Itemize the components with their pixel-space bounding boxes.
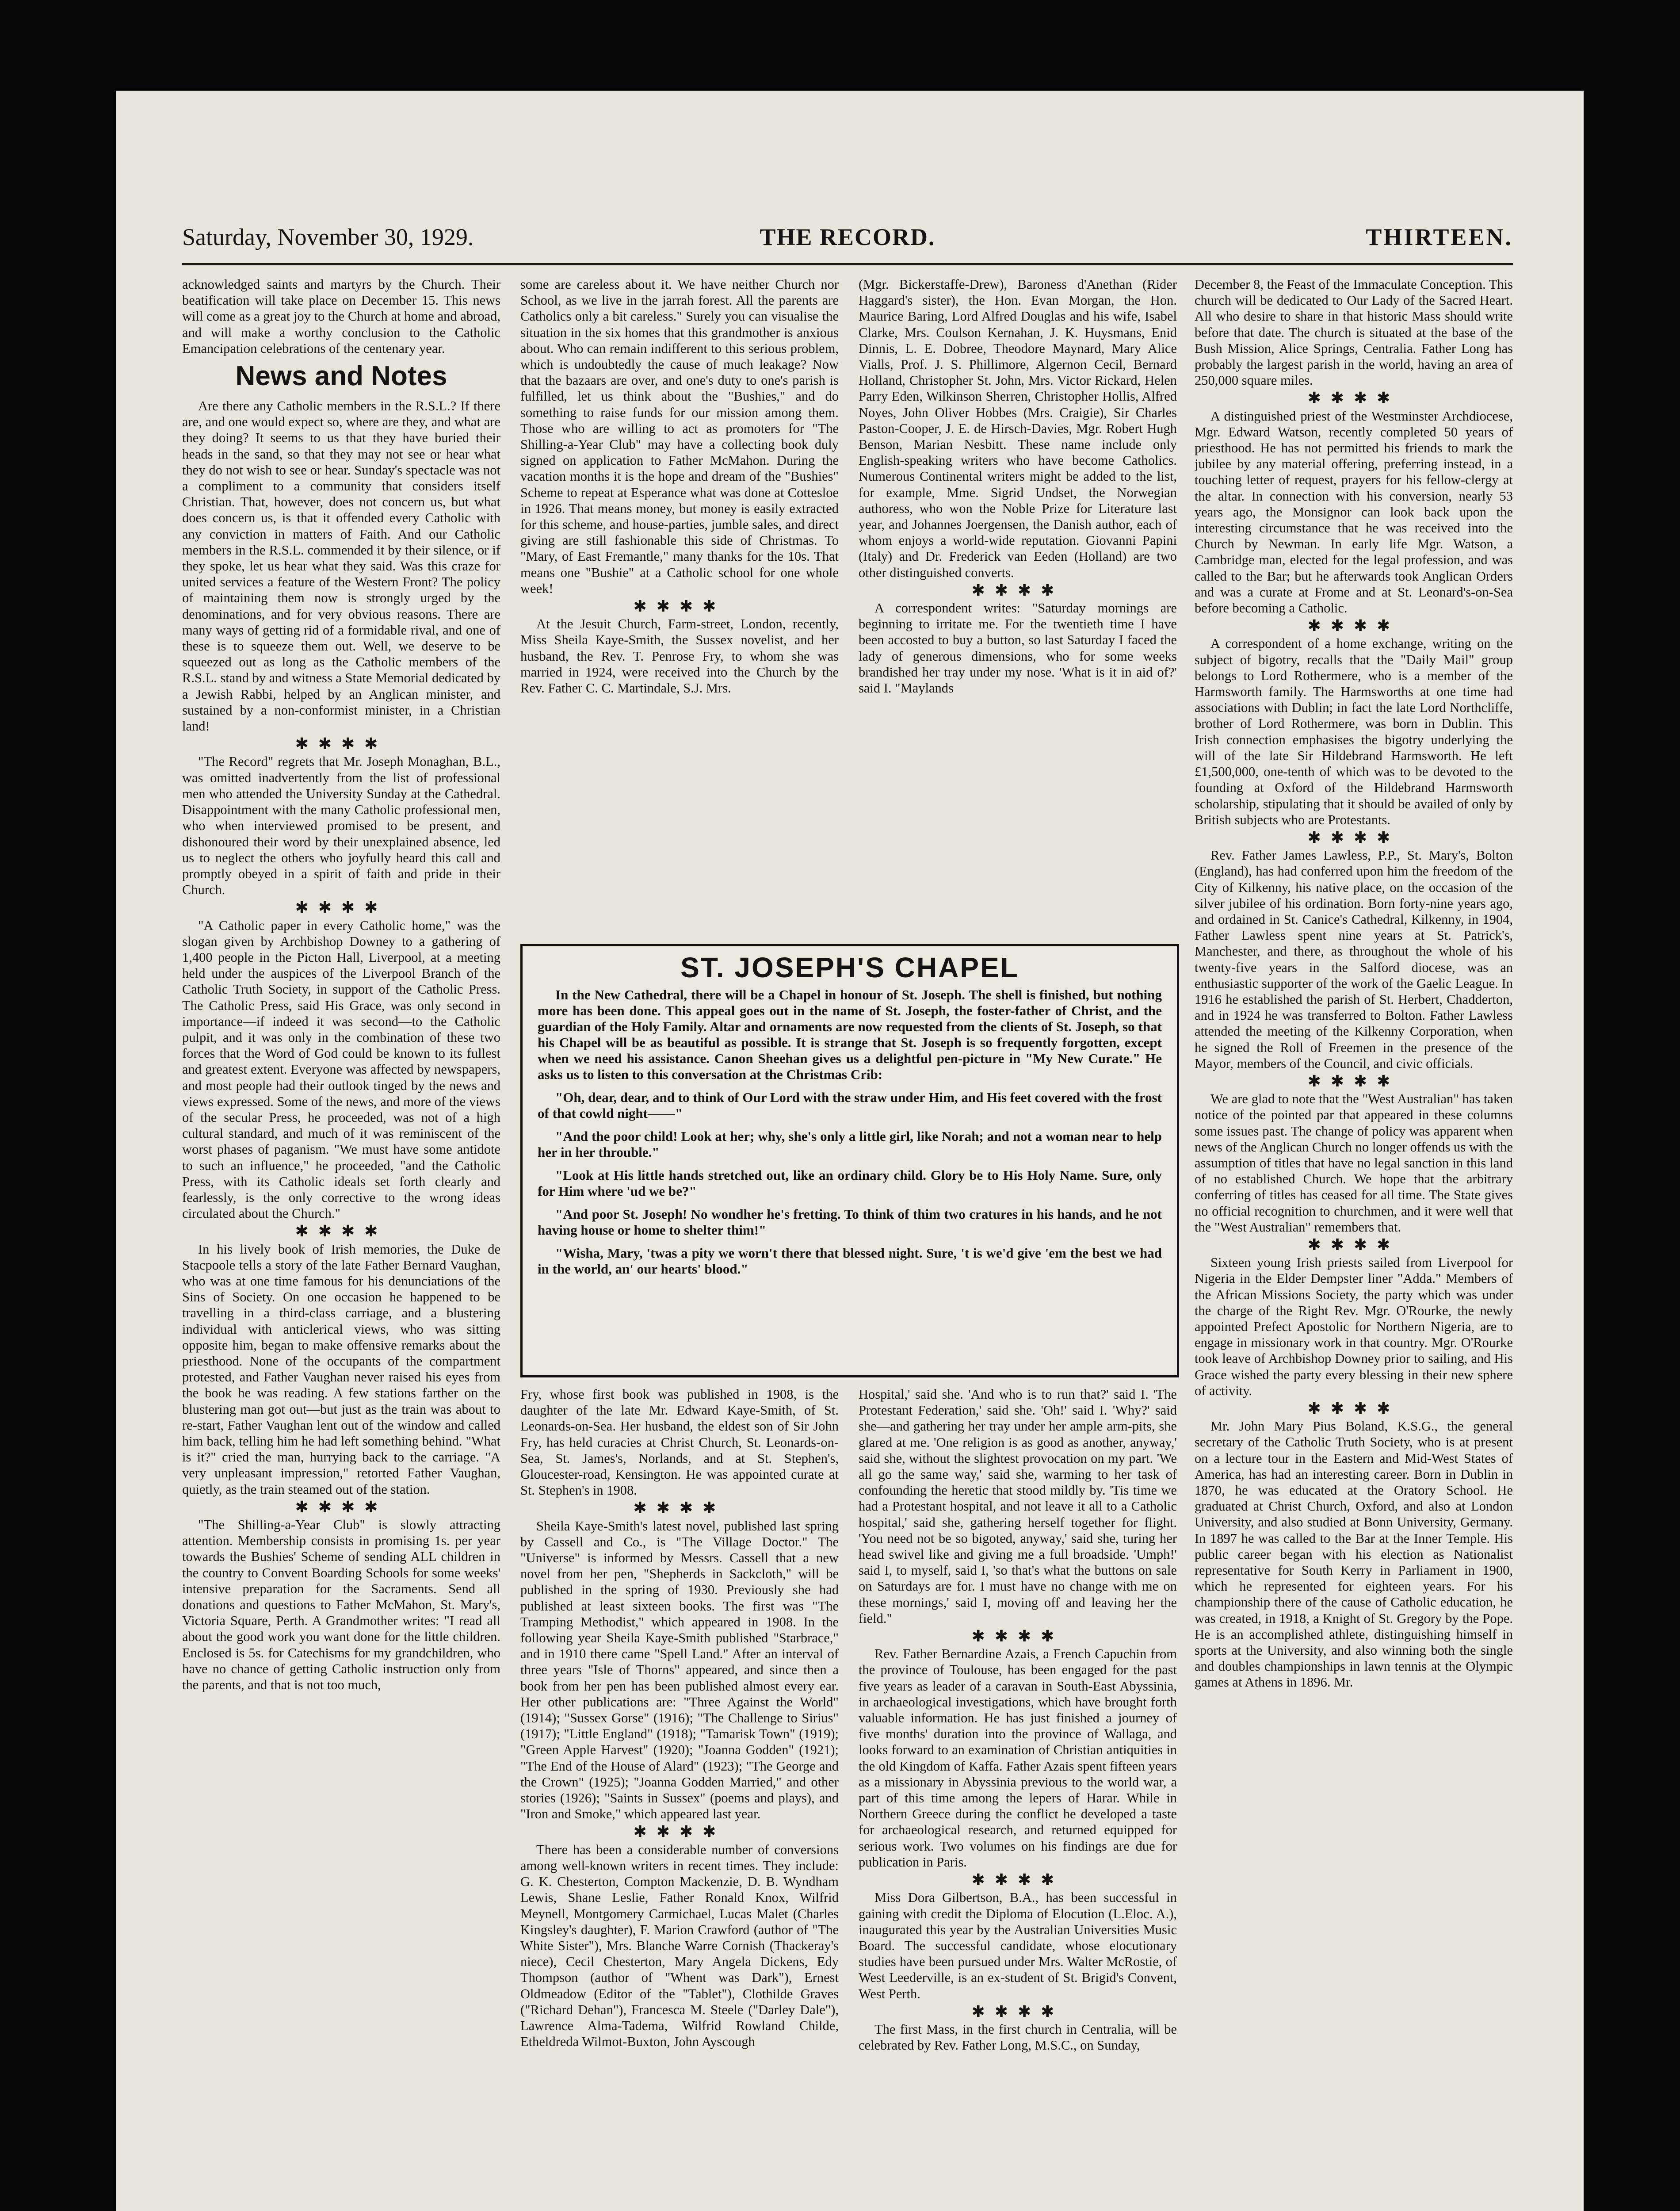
article-paragraph: The first Mass, in the first church in Centralia, will be celebrated by Rev. Father Long, M.S.C., on Sunday, [859,2021,1177,2053]
separator: ✱✱✱✱ [633,1823,726,1841]
article-paragraph: We are glad to note that the "West Australian" has taken notice of the pointed par that appeared in these columns some issues past. The change of policy was apparent when news of the Anglican Church no longer offends us with the assumption of titles that have no legal sanction in this land of no established Church. We hope that the arbitrary conferring of titles has ceased for all time. The State gives no official recognition to churchmen, and it were well that the "West Australian" remembers that. [1195,1091,1513,1235]
separator: ✱✱✱✱ [633,597,726,616]
box-quote: "Look at His little hands stretched out, like an ordinary child. Glory be to His Holy Name. Sure, only for Him where 'ud we be?" [538,1167,1162,1199]
separator: ✱✱✱✱ [971,2002,1064,2020]
article-paragraph: "The Shilling-a-Year Club" is slowly attracting attention. Membership consists in promising 1s. per year towards the Bushies' Scheme of sending ALL children in the country to Convent Boarding Schools for some weeks' intensive preparation for the Sacraments. Send all donations and questions to Father McMahon, St. Mary's, Victoria Square, Perth. A Grandmother writes: "I read all about the good work you want done for the little children. Enclosed is 5s. for Catechisms for my grandchildren, who have no chance of getting Catholic instruction only from the parents, and that is not too much, [182,1517,500,1693]
paper-name: THE RECORD. [760,224,935,250]
article-paragraph: In his lively book of Irish memories, the Duke de Stacpoole tells a story of the late Father Bernard Vaughan, who was at one time famous for his denunciations of the Sins of Society. On one occasion he happened to be travelling in a third-class carriage, and a blustering individual with anticlerical views, who was sitting opposite him, began to make offensive remarks about the priesthood. None of the occupants of the compartment protested, and Father Vaughan never raised his eyes from the book he was reading. A few stations farther on the blustering man got out—but just as the train was about to re-start, Father Vaughan lent out of the window and called him back, telling him he had left something behind. "What is it?" cried the man, hurrying back to the carriage. "A very unpleasant impression," retorted Father Vaughan, quietly, as the train steamed out of the station. [182,1241,500,1497]
box-quote: "And the poor child! Look at her; why, she's only a little girl, like Norah; and not a woman near to help her in her throuble." [538,1128,1162,1160]
separator: ✱✱✱✱ [1307,389,1400,407]
page-number: THIRTEEN. [1366,224,1513,250]
separator: ✱✱✱✱ [1307,1072,1400,1090]
box-quote: "Wisha, Mary, 'twas a pity we worn't there that blessed night. Sure, 't is we'd give 'em the best we had in the world, an' our hearts' blood." [538,1245,1162,1277]
separator: ✱✱✱✱ [1307,828,1400,846]
issue-date: Saturday, November 30, 1929. [182,224,474,250]
article-paragraph: "A Catholic paper in every Catholic home," was the slogan given by Archbishop Downey to a gathering of 1,400 people in the Picton Hall, Liverpool, at a meeting held under the auspices of the Liverpool Branch of the Catholic Truth Society, in support of the Catholic Press. The Catholic Press, said His Grace, was only second in importance—if indeed it was second—to the Catholic pulpit, and it was only in the combination of these two forces that the Word of God could be known to its fullest and greatest extent. Everyone was affected by newspapers, and most people had their outlook tinged by the news and views expressed. Some of the news, and more of the views of the secular Press, he proceeded, was not of a high cultural standard, and much of it was reminiscent of the worst phases of paganism. "We must have some antidote to such an influence," he proceeded, "and the Catholic Press, with its Catholic ideals set forth clearly and fearlessly, is the only corrective to the wrong ideas circulated about the Church." [182,918,500,1221]
article-paragraph: Miss Dora Gilbertson, B.A., has been successful in gaining with credit the Diploma of Elocution (L.Eloc. A.), inaugurated this year by the Australian Universities Music Board. The successful candidate, whose elocutionary studies have been pursued under Mrs. Walter McRostie, of West Leederville, is an ex-student of St. Brigid's Convent, West Perth. [859,1890,1177,2001]
column-3-bottom [859,1386,1177,2211]
article-paragraph: Rev. Father James Lawless, P.P., St. Mary's, Bolton (England), has had conferred upon him the freedom of the City of Kilkenny, his native place, on the occasion of the silver jubilee of his ordination. Born forty-nine years ago, and ordained in St. Canice's Cathedral, Kilkenny, in 1904, Father Lawless spent nine years at St. Patrick's, Manchester, and there, as throughout the whole of his twenty-five years in the Salford diocese, was an enthusiastic supporter of the work of the Gaelic League. In 1916 he established the parish of St. Herbert, Chadderton, and in 1924 he was transferred to Bolton. Father Lawless attended the meeting of the Kilkenny Corporation, when he signed the Roll of Freemen in the presence of the Mayor, members of the Council, and civic officials. [1195,848,1513,1071]
article-paragraph: At the Jesuit Church, Farm-street, London, recently, Miss Sheila Kaye-Smith, the Sussex novelist, and her husband, the Rev. T. Penrose Fry, to whom she was married in 1924, were received into the Church by the Rev. Father C. C. Martindale, S.J. Mrs. [520,616,839,696]
separator: ✱✱✱✱ [295,735,388,753]
column-2-top [520,276,839,935]
box-quote: "And poor St. Joseph! No wondher he's fretting. To think of thim two cratures in his hands, and he not having house or home to shelter thim!" [538,1206,1162,1238]
article-paragraph: (Mgr. Bickerstaffe-Drew), Baroness d'Anethan (Rider Haggard's sister), the Hon. Evan Morgan, the Hon. Maurice Baring, Lord Alfred Douglas and his wife, Isabel Clarke, Mrs. Coulson Kernahan, J. K. Huysmans, Enid Dinnis, L. E. Dobree, Theodore Maynard, Mary Alice Vialls, Prof. J. S. Phillimore, Algernon Cecil, Bernard Holland, Christopher St. John, Mrs. Victor Rickard, Helen Parry Eden, Wilkinson Sherren, Christopher Hollis, Alfred Noyes, John Oliver Hobbes (Mrs. Craigie), Sir Charles Paston-Cooper, J. E. de Hirsch-Davies, Mgr. Robert Hugh Benson, Marian Nesbitt. These name include only English-speaking writers who have become Catholics. Numerous Continental writers might be added to the list, for example, Mme. Sigrid Undset, the Norwegian authoress, who won the Noble Prize for Literature last year, and Johannes Joergensen, the Danish author, each of whom enjoys a world-wide reputation. Giovanni Papini (Italy) and Dr. Frederick van Eeden (Holland) are two other distinguished converts. [859,277,1177,580]
box-quote: "Oh, dear, dear, and to think of Our Lord with the straw under Him, and His feet covered with the frost of that cowld night——" [538,1090,1162,1121]
separator: ✱✱✱✱ [971,581,1064,599]
article-paragraph: There has been a considerable number of conversions among well-known writers in recent times. They include: G. K. Chesterton, Compton Mackenzie, D. B. Wyndham Lewis, Shane Leslie, Father Ronald Knox, Wilfrid Meynell, Montgomery Carmichael, Lucas Malet (Charles Kingsley's daughter), F. Marion Crawford (author of "The White Sister"), Mrs. Blanche Warre Cornish (Thackeray's niece), Cecil Chesterton, Mary Angela Dickens, Edy Thompson (author of "Whent was Dark"), Ernest Oldmeadow (Editor of the "Tablet"), Clothilde Graves ("Richard Dehan"), Francesca M. Steele ("Darley Dale"), Lawrence Alma-Tadema, Wilfrid Rowland Childe, Etheldreda Wilmot-Buxton, John Ayscough [520,1842,839,2050]
article-paragraph: A distinguished priest of the Westminster Archdiocese, Mgr. Edward Watson, recently completed 50 years of priesthood. He has not permitted his friends to mark the jubilee by any material offering, preferring instead, in a touching letter of request, prayers for his fellow-clergy at the altar. In connection with his conversion, nearly 53 years ago, the Monsignor can look back upon the interesting circumstance that he was received into the Church by Newman. In early life Mgr. Watson, a Cambridge man, elected for the legal profession, and was called to the Bar; but he afterwards took Anglican Orders and was a curate at Frome and at St. Leonard's-on-Sea before becoming a Catholic. [1195,408,1513,616]
separator: ✱✱✱✱ [971,1871,1064,1889]
column-3-top [859,276,1177,807]
separator: ✱✱✱✱ [1307,1236,1400,1254]
separator: ✱✱✱✱ [633,1499,726,1517]
article-paragraph: Rev. Father Bernardine Azais, a French Capuchin from the province of Toulouse, has been engaged for the past five years as leader of a caravan in South-East Abyssinia, in archaeological investigations, which have brought forth valuable information. He has just finished a journey of five months' duration into the province of Wallaga, and looks forward to an examination of Christian antiquities in the old Kingdom of Kaffa. Father Azais spent fifteen years as a missionary in Abyssinia previous to the world war, a part of this time among the lepers of Harar. While in Northern Greece during the conflict he developed a taste for archaeological research, and returned equipped for serious work. Two volumes on his findings are due for publication in Paris. [859,1646,1177,1870]
article-paragraph: "The Record" regrets that Mr. Joseph Monaghan, B.L., was omitted inadvertently from the list of professional men who attended the University Sunday at the Cathedral. Disappointment with the many Catholic professional men, who when interviewed promised to be present, and dishonoured their word by their unexplained absence, led us to neglect the others who joyfully heard this call and promptly obeyed in a spirit of faith and pride in their Church. [182,754,500,898]
article-paragraph: some are careless about it. We have neither Church nor School, as we live in the jarrah forest. All the parents are Catholics only a bit careless." Surely you can visualise the situation in the six homes that this grandmother is anxious about. Who can remain indifferent to this serious problem, which is undoubtedly the cause of much leakage? Now that the bazaars are over, and one's duty to one's parish is fulfilled, let us think about the "Bushies," and do something to raise funds for our mission among them. Those who are willing to act as promoters for "The Shilling-a-Year Club" may have a collecting book duly signed on application to Father McMahon. During the vacation months it is the hope and dream of the "Bushies" Scheme to repeat at Esperance what was done at Cottesloe in 1926. That means money, but money is easily extracted for this scheme, and house-parties, jumble sales, and direct giving are still fashionable this side of Christmas. To "Mary, of East Fremantle," many thanks for the 10s. That means one "Bushie" at a Catholic school for one whole week! [520,277,839,596]
st-josephs-chapel-box [520,944,1179,1377]
article-paragraph: A correspondent of a home exchange, writing on the subject of bigotry, recalls that the "Daily Mail" group belongs to Lord Rothermere, who is a member of the Harmsworth family. The Harmsworths at one time had associations with Dublin; in fact the late Lord Northcliffe, brother of Lord Rothermere, was born in Dublin. This Irish connection emphasises the bigotry underlying the will of the late Sir Hildebrand Harmsworth. He left £1,500,000, one-tenth of which was to be devoted to the founding at Oxford of the Hildebrand Harmsworth scholarship, stipulating that it should be availed of only by British subjects who are Protestants. [1195,636,1513,827]
newspaper-page [116,91,1584,2211]
article-paragraph: A correspondent writes: "Saturday mornings are beginning to irritate me. For the twentieth time I have been accosted to buy a button, so last Saturday I faced the lady of generous dimensions, who for some weeks brandished her tray under my nose. 'What is it in aid of?' said I. "Maylands [859,601,1177,696]
box-title: ST. JOSEPH'S CHAPEL [680,952,1019,983]
article-paragraph: Sheila Kaye-Smith's latest novel, published last spring by Cassell and Co., is "The Village Doctor." The "Universe" is informed by Messrs. Cassell that a new novel from her pen, "Shepherds in Sackcloth," will be published in the spring of 1930. Previously she had published at least sixteen books. The first was "The Tramping Methodist," which appeared in 1908. In the following year Sheila Kaye-Smith published "Starbrace," and in 1910 there came "Spell Land." After an interval of three years "Isle of Thorns" appeared, and since then a book from her pen has been published almost every ear. Her other publications are: "Three Against the World" (1914); "Sussex Gorse" (1916); "The Challenge to Sirius" (1917); "Little England" (1918); "Tamarisk Town" (1919); "Green Apple Harvest" (1920); "Joanna Godden" (1921); "The End of the House of Alard" (1923); "The George and the Crown" (1925); "Joanna Godden Married," and other stories (1926); "Saints in Sussex" (poems and plays), and "Iron and Smoke," which appeared last year. [520,1518,839,1822]
separator: ✱✱✱✱ [1307,617,1400,635]
article-paragraph: Fry, whose first book was published in 1908, is the daughter of the late Mr. Edward Kaye-Smith, of St. Leonards-on-Sea. Her husband, the eldest son of Sir John Fry, has held curacies at Christ Church, St. Leonards-on-Sea, St. James's, Norlands, and at St. Stephen's, Gloucester-road, Kensington. He was appointed curate at St. Stephen's in 1908. [520,1387,839,1498]
column-2-bottom [520,1386,839,2211]
article-paragraph: Sixteen young Irish priests sailed from Liverpool for Nigeria in the Elder Dempster liner "Adda." Members of the African Missions Society, the party which was under the charge of the Right Rev. Mgr. O'Rourke, the newly appointed Prefect Apostolic for Northern Nigeria, are to engage in missionary work in that country. Mgr. O'Rourke took leave of Archbishop Downey prior to sailing, and His Grace wished the party every blessing in their new sphere of activity. [1195,1255,1513,1398]
article-paragraph: Mr. John Mary Pius Boland, K.S.G., the general secretary of the Catholic Truth Society, who is at present on a lecture tour in the Eastern and Mid-West States of America, has had an interesting career. Born in Dublin in 1870, he was educated at the Oratory School. He graduated at Christ Church, Oxford, and also at London University, and also studied at Bonn University, Germany. In 1897 he was called to the Bar at the Inner Temple. His public career began with his election as Nationalist representative for South Kerry in Parliament in 1900, which he represented for eighteen years. For his championship there of the cause of Catholic education, he was created, in 1918, a Knight of St. Gregory by the Pope. He is an accomplished athlete, distinguishing himself in sports at the University, and also winning both the single and doubles championships in lawn tennis at the Olympic games at Athens in 1896. Mr. [1195,1419,1513,1690]
column-1 [182,276,500,2211]
article-paragraph: acknowledged saints and martyrs by the Church. Their beatification will take place on December 15. This news will come as a great joy to the Church at home and abroad, and will make a worthy conclusion to the Catholic Emancipation celebrations of the centenary year. [182,277,500,356]
article-paragraph: Hospital,' said she. 'And who is to run that?' said I. 'The Protestant Federation,' said she. 'Oh!' said I. 'Why?' said she—and gathering her tray under her ample arm-pits, she glared at me. 'One religion is as good as another, anyway,' said she, without the slightest provocation on my part. 'We all go the same way,' said she, warming to her task of confounding the heretic that stood mildly by. 'Tis time we had a Protestant hospital, and not leave it all to a Catholic hospital,' said she, gathering herself together for flight. 'You need not be so bigoted, anyway,' said she, turing her head swivel like and giving me a full broadside. 'Umph!' said I, to myself, said I, 'so that's what the buttons on sale on Saturdays are for. I must have no change with me on these mornings,' said I, moving off and leaving her the field." [859,1387,1177,1626]
article-paragraph: December 8, the Feast of the Immaculate Conception. This church will be dedicated to Our Lady of the Sacred Heart. All who desire to share in that historic Mass should write before that date. The church is situated at the base of the Bush Mission, Alice Springs, Centralia. Father Long has probably the largest parish in the world, having an area of 250,000 square miles. [1195,277,1513,388]
separator: ✱✱✱✱ [971,1627,1064,1645]
separator: ✱✱✱✱ [295,899,388,917]
masthead-rule [182,263,1513,265]
box-paragraph: In the New Cathedral, there will be a Chapel in honour of St. Joseph. The shell is finished, but nothing more has been done. This appeal goes out in the name of St. Joseph, the foster-father of Christ, and the guardian of the Holy Family. Altar and ornaments are now requested from the clients of St. Joseph, so that his Chapel will be as beautiful as possible. It is strange that St. Joseph is so frequently forgotten, except when we need his assistance. Canon Sheehan gives us a delightful pen-picture in "My New Curate." He asks us to listen to this conversation at the Christmas Crib: [538,987,1162,1082]
masthead [182,223,1513,263]
separator: ✱✱✱✱ [295,1498,388,1516]
separator: ✱✱✱✱ [295,1222,388,1240]
separator: ✱✱✱✱ [1307,1400,1400,1418]
section-heading: News and Notes [235,361,447,392]
article-paragraph: Are there any Catholic members in the R.S.L.? If there are, and one would expect so, where are they, and what are they doing? It seems to us that they have buried their heads in the sand, so that they may not see or hear what they do not wish to see or hear. Sunday's spectacle was not a compliment to a community that considers itself Christian. That, however, does not concern us, but what does concern us, is that it offended every Catholic with any conviction in matters of Faith. And our Catholic members in the R.S.L. commended it by their silence, or if they spoke, let us hear what they said. Was this craze for united services a feature of the Western Front? The policy of maintaining them now is strongly urged by the denominations, and for very obvious reasons. There are many ways of getting rid of a formidable rival, and one of these is to squeeze them out. Well, we deserve to be squeezed out as long as the Catholic members of the R.S.L. stand by and witness a State Memorial dedicated by a Jewish Rabbi, helped by an Anglican minister, and sustained by a non-conformist minister, in a Christian land! [182,398,500,734]
column-4 [1195,276,1513,2211]
